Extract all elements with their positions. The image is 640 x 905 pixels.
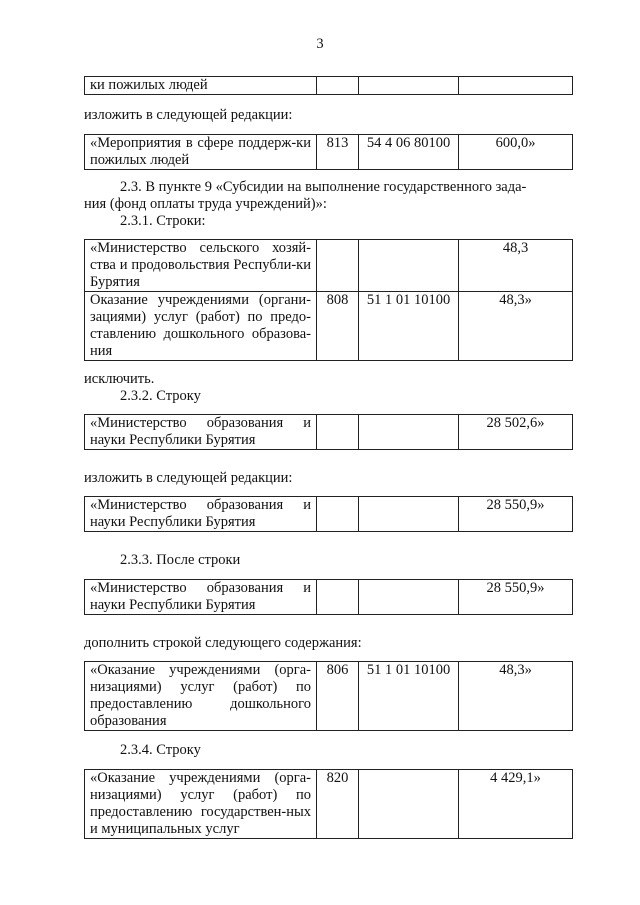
row-value — [459, 77, 573, 95]
table-3 — [84, 414, 573, 450]
subsection-heading: 2.3.1. Строки: — [120, 213, 206, 229]
row-kbk — [359, 770, 459, 839]
row-value: 4 429,1» — [459, 770, 573, 839]
paragraph: изложить в следующей редакции: — [84, 470, 293, 486]
table-row — [85, 580, 573, 615]
paragraph: изложить в следующей редакции: — [84, 107, 293, 123]
row-name: «Министерство образования и науки Республики Бурятия — [85, 580, 317, 615]
subsection-heading: 2.3.3. После строки — [120, 552, 241, 568]
row-value: 600,0» — [459, 135, 573, 170]
row-kbk: 51 1 01 10100 — [359, 292, 459, 361]
row-value: 28 502,6» — [459, 415, 573, 450]
row-name: Оказание учреждениями (органи-зациями) услуг (работ) по предо-ставлению дошкольного образова-ния — [85, 292, 317, 361]
row-name: «Министерство образования и науки Республики Бурятия — [85, 415, 317, 450]
row-name: «Министерство сельского хозяй-ства и продовольствия Республи-ки Бурятия — [85, 240, 317, 292]
table-row — [85, 240, 573, 292]
row-name: «Оказание учреждениями (орга-низациями) услуг (работ) по предоставлению государствен-ных и муниципальных услуг — [85, 770, 317, 839]
paragraph: дополнить строкой следующего содержания: — [84, 635, 362, 651]
row-code: 808 — [317, 292, 359, 361]
section-heading: 2.3. В пункте 9 «Субсидии на выполнение государственного зада- — [120, 179, 527, 195]
table-continuation — [84, 76, 573, 95]
row-kbk — [359, 415, 459, 450]
row-value: 48,3 — [459, 240, 573, 292]
table-4 — [84, 496, 573, 532]
table-row — [85, 135, 573, 170]
row-code — [317, 497, 359, 532]
row-code — [317, 240, 359, 292]
table-row — [85, 497, 573, 532]
row-kbk: 51 1 01 10100 — [359, 662, 459, 731]
table-6 — [84, 661, 573, 731]
page-number: 3 — [316, 36, 324, 52]
table-row — [85, 770, 573, 839]
row-code — [317, 580, 359, 615]
row-kbk — [359, 580, 459, 615]
table-5 — [84, 579, 573, 615]
paragraph: исключить. — [84, 371, 155, 387]
row-kbk — [359, 77, 459, 95]
table-7 — [84, 769, 573, 839]
table-row — [85, 292, 573, 361]
row-value: 28 550,9» — [459, 497, 573, 532]
section-heading-cont: ния (фонд оплаты труда учреждений)»: — [84, 196, 327, 212]
row-value: 28 550,9» — [459, 580, 573, 615]
table-row — [85, 415, 573, 450]
row-code — [317, 415, 359, 450]
row-code: 813 — [317, 135, 359, 170]
subsection-heading: 2.3.2. Строку — [120, 388, 201, 404]
table-row — [85, 662, 573, 731]
row-value: 48,3» — [459, 292, 573, 361]
row-code: 820 — [317, 770, 359, 839]
table-row — [85, 77, 573, 95]
row-code — [317, 77, 359, 95]
row-name: «Министерство образования и науки Республики Бурятия — [85, 497, 317, 532]
row-name: «Мероприятия в сфере поддерж-ки пожилых людей — [85, 135, 317, 170]
row-kbk — [359, 240, 459, 292]
row-kbk: 54 4 06 80100 — [359, 135, 459, 170]
table-1 — [84, 134, 573, 170]
row-name: ки пожилых людей — [85, 77, 317, 95]
row-value: 48,3» — [459, 662, 573, 731]
row-name: «Оказание учреждениями (орга-низациями) услуг (работ) по предоставлению дошкольного образования — [85, 662, 317, 731]
row-code: 806 — [317, 662, 359, 731]
table-2 — [84, 239, 573, 361]
subsection-heading: 2.3.4. Строку — [120, 742, 201, 758]
row-kbk — [359, 497, 459, 532]
